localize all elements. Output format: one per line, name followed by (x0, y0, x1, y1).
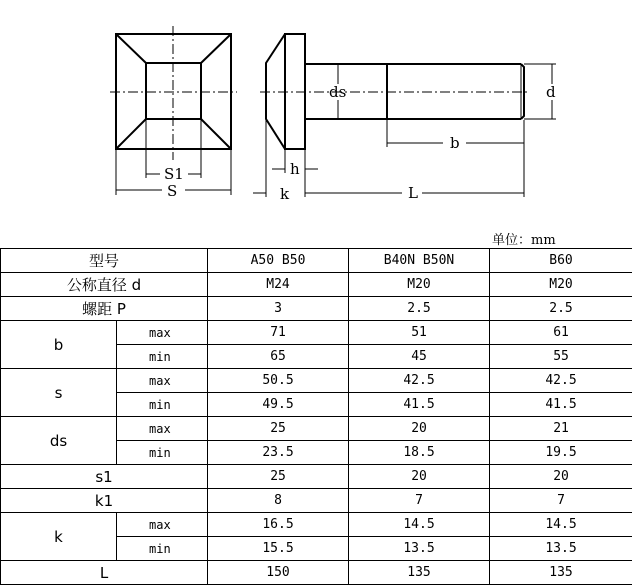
row-label: 公称直径 d (1, 273, 208, 297)
table-cell: 25 (208, 465, 349, 489)
table-header-row (1, 249, 632, 273)
table-cell: 7 (490, 489, 632, 513)
row-sublabel: min (117, 345, 208, 369)
row-label: b (1, 321, 117, 369)
dim-label-b: b (450, 134, 460, 152)
table-cell: 42.5 (349, 369, 490, 393)
table-cell: 2.5 (349, 297, 490, 321)
table-row (1, 417, 632, 441)
table-cell: 65 (208, 345, 349, 369)
center-lines (110, 26, 530, 160)
dim-label-d: d (546, 83, 556, 101)
table-cell: 25 (208, 417, 349, 441)
table-cell: M20 (349, 273, 490, 297)
table-row (1, 513, 632, 537)
row-sublabel: max (117, 369, 208, 393)
dim-label-s1: S1 (164, 165, 184, 183)
table-cell: 71 (208, 321, 349, 345)
row-sublabel: min (117, 393, 208, 417)
header-column: A50 B50 (208, 249, 349, 273)
table-cell: 13.5 (490, 537, 632, 561)
row-sublabel: max (117, 417, 208, 441)
row-sublabel: max (117, 513, 208, 537)
table-cell: 7 (349, 489, 490, 513)
table-cell: 15.5 (208, 537, 349, 561)
table-cell: M20 (490, 273, 632, 297)
table-cell: 49.5 (208, 393, 349, 417)
table-cell: 20 (349, 417, 490, 441)
table-cell: 45 (349, 345, 490, 369)
table-cell: 8 (208, 489, 349, 513)
row-label: k (1, 513, 117, 561)
dim-label-ds: ds (329, 83, 346, 101)
row-label: s (1, 369, 117, 417)
row-sublabel: min (117, 441, 208, 465)
table-cell: 14.5 (349, 513, 490, 537)
table-cell: 23.5 (208, 441, 349, 465)
table-cell: 19.5 (490, 441, 632, 465)
table-cell: 135 (349, 561, 490, 585)
table-cell: 41.5 (490, 393, 632, 417)
header-column: B60 (490, 249, 632, 273)
dim-label-k: k (280, 185, 290, 203)
table-row (1, 489, 632, 513)
table-row (1, 273, 632, 297)
table-row (1, 561, 632, 585)
row-label: 螺距 P (1, 297, 208, 321)
table-cell: 13.5 (349, 537, 490, 561)
table-row (1, 321, 632, 345)
dim-label-s: S (167, 182, 177, 200)
header-column: B40N B50N (349, 249, 490, 273)
table-cell: 21 (490, 417, 632, 441)
table-cell: 41.5 (349, 393, 490, 417)
table-cell: 20 (490, 465, 632, 489)
table-cell: 50.5 (208, 369, 349, 393)
row-sublabel: min (117, 537, 208, 561)
table-cell: M24 (208, 273, 349, 297)
table-cell: 42.5 (490, 369, 632, 393)
table-cell: 2.5 (490, 297, 632, 321)
dim-label-h: h (290, 160, 300, 178)
row-label: k1 (1, 489, 208, 513)
dim-label-l: L (408, 184, 418, 202)
row-label: s1 (1, 465, 208, 489)
row-label: ds (1, 417, 117, 465)
table-row (1, 369, 632, 393)
table-row (1, 465, 632, 489)
header-model: 型号 (1, 249, 208, 273)
table-cell: 61 (490, 321, 632, 345)
table-cell: 16.5 (208, 513, 349, 537)
bolt-drawing (0, 0, 632, 215)
table-cell: 51 (349, 321, 490, 345)
table-cell: 135 (490, 561, 632, 585)
table-cell: 20 (349, 465, 490, 489)
table-row (1, 297, 632, 321)
table-cell: 3 (208, 297, 349, 321)
unit-label: 单位：mm (492, 229, 556, 248)
row-label: L (1, 561, 208, 585)
table-cell: 55 (490, 345, 632, 369)
table-cell: 14.5 (490, 513, 632, 537)
table-cell: 150 (208, 561, 349, 585)
table-cell: 18.5 (349, 441, 490, 465)
row-sublabel: max (117, 321, 208, 345)
spec-table (0, 248, 632, 585)
